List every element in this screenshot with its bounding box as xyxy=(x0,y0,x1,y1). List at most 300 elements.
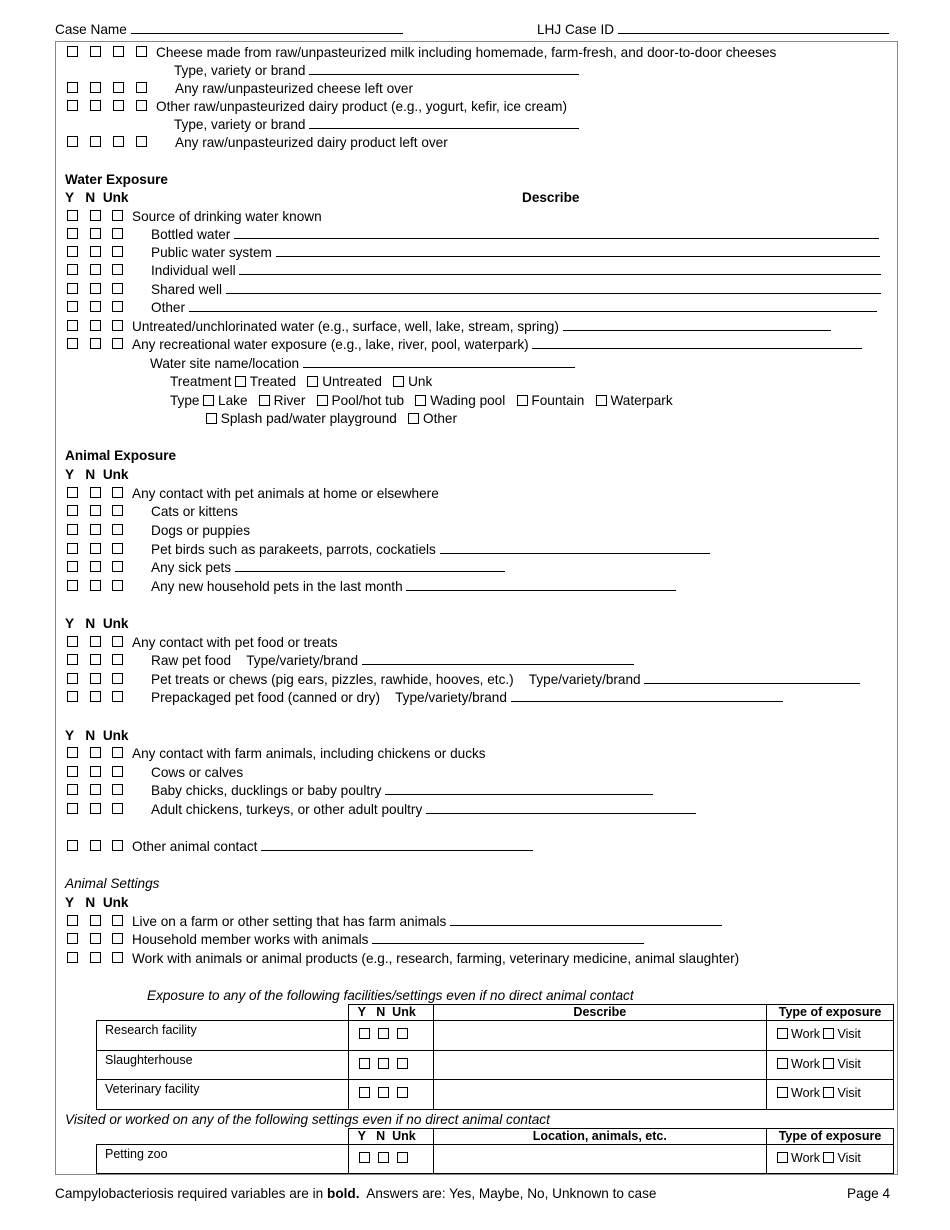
checkbox-y[interactable] xyxy=(67,840,78,851)
checkbox-unk[interactable] xyxy=(112,264,123,275)
checkbox-y[interactable] xyxy=(67,784,78,795)
ynu-header xyxy=(65,615,129,633)
lake-checkbox[interactable] xyxy=(203,395,214,406)
col-n: N xyxy=(85,895,96,910)
ynu-checkboxes[interactable] xyxy=(67,838,123,853)
shared-well-row xyxy=(151,281,881,299)
river-label: River xyxy=(273,393,306,408)
type-brand-row xyxy=(174,116,579,134)
checkbox-n[interactable] xyxy=(378,1058,389,1069)
household-row xyxy=(132,931,644,949)
live-farm-label: Live on a farm or other setting that has farm animals xyxy=(132,914,447,929)
checkbox[interactable] xyxy=(136,46,147,57)
checkbox-unk[interactable] xyxy=(112,915,123,926)
ynu-cell[interactable] xyxy=(348,1051,433,1080)
checkbox-unk[interactable] xyxy=(397,1058,408,1069)
ynu-checkboxes[interactable] xyxy=(67,931,123,946)
case-name-field[interactable] xyxy=(131,21,403,34)
checkbox-unk[interactable] xyxy=(112,210,123,221)
checkbox-unk[interactable] xyxy=(112,338,123,349)
raw-pet-food-field[interactable] xyxy=(362,652,634,665)
ynu-checkboxes[interactable] xyxy=(67,226,123,241)
visit-checkbox[interactable] xyxy=(823,1152,834,1163)
pet-food-label: Any contact with pet food or treats xyxy=(132,635,338,650)
lhj-case-id-label: LHJ Case ID xyxy=(537,22,615,37)
col-n: N xyxy=(85,467,96,482)
visit-label: Visit xyxy=(837,1151,861,1165)
checkbox-y[interactable] xyxy=(67,691,78,702)
checkbox-unk[interactable] xyxy=(112,654,123,665)
checkbox-y[interactable] xyxy=(67,654,78,665)
treated-checkbox[interactable] xyxy=(235,376,246,387)
individual-well-row xyxy=(151,262,881,280)
new-pets-field[interactable] xyxy=(406,578,676,591)
type-brand-field[interactable] xyxy=(309,116,579,129)
household-field[interactable] xyxy=(372,931,644,944)
checkbox[interactable] xyxy=(136,136,147,147)
checkbox-y[interactable] xyxy=(67,803,78,814)
location-column-header: Location, animals, etc. xyxy=(433,1129,766,1145)
checkbox-n[interactable] xyxy=(90,283,101,294)
checkbox-n[interactable] xyxy=(90,636,101,647)
fountain-label: Fountain xyxy=(531,393,585,408)
checkbox-unk[interactable] xyxy=(112,301,123,312)
ynu-checkboxes[interactable] xyxy=(67,299,123,314)
checkbox-y[interactable] xyxy=(67,636,78,647)
other-animal-field[interactable] xyxy=(261,838,533,851)
checkbox-group[interactable] xyxy=(67,44,147,59)
adult-poultry-label: Adult chickens, turkeys, or other adult poultry xyxy=(151,802,423,817)
shared-well-field[interactable] xyxy=(226,281,881,294)
ynu-checkboxes[interactable] xyxy=(67,559,123,574)
case-name-label: Case Name xyxy=(55,22,127,37)
checkbox-n[interactable] xyxy=(90,766,101,777)
checkbox-y[interactable] xyxy=(67,487,78,498)
checkbox-n[interactable] xyxy=(90,246,101,257)
checkbox-n[interactable] xyxy=(90,487,101,498)
checkbox-n[interactable] xyxy=(378,1028,389,1039)
location-cell[interactable] xyxy=(433,1145,766,1174)
ynu-checkboxes[interactable] xyxy=(67,578,123,593)
work-label: Work xyxy=(791,1057,820,1071)
ynu-checkboxes[interactable] xyxy=(67,801,123,816)
checkbox[interactable] xyxy=(67,100,78,111)
treats-row xyxy=(151,671,860,689)
visit-checkbox[interactable] xyxy=(823,1087,834,1098)
ynu-header xyxy=(65,189,129,207)
describe-cell[interactable] xyxy=(433,1051,766,1080)
checkbox-group[interactable] xyxy=(67,98,147,113)
checkbox-unk[interactable] xyxy=(397,1152,408,1163)
checkbox-unk[interactable] xyxy=(112,487,123,498)
col-y: Y xyxy=(65,467,75,482)
checkbox-y[interactable] xyxy=(67,283,78,294)
visit-label: Visit xyxy=(837,1086,861,1100)
table-row xyxy=(97,1021,894,1051)
type-brand-label: Type/variety/brand xyxy=(528,672,641,687)
animal-section-title: Animal Exposure xyxy=(65,448,177,463)
pet-contact-label: Any contact with pet animals at home or elsewhere xyxy=(132,486,439,501)
checkbox-y[interactable] xyxy=(67,543,78,554)
checkbox-unk[interactable] xyxy=(112,803,123,814)
new-pets-label: Any new household pets in the last month xyxy=(151,579,403,594)
individual-well-label: Individual well xyxy=(151,263,236,278)
describe-column-header: Describe xyxy=(433,1005,766,1021)
ynu-checkboxes[interactable] xyxy=(67,950,123,965)
checkbox-unk[interactable] xyxy=(397,1028,408,1039)
type-other-label: Other xyxy=(423,411,457,426)
checkbox-unk[interactable] xyxy=(112,673,123,684)
checkbox-n[interactable] xyxy=(90,301,101,312)
dairy-left-over-label: Any raw/unpasteurized dairy product left over xyxy=(175,135,448,150)
checkbox-n[interactable] xyxy=(90,561,101,572)
checkbox-unk[interactable] xyxy=(112,636,123,647)
work-checkbox[interactable] xyxy=(777,1087,788,1098)
col-unk: Unk xyxy=(102,728,129,743)
blank-header-cell xyxy=(97,1129,349,1145)
checkbox-n[interactable] xyxy=(90,338,101,349)
water-section-title: Water Exposure xyxy=(65,172,168,187)
unk-treatment-checkbox[interactable] xyxy=(393,376,404,387)
checkbox-unk[interactable] xyxy=(112,580,123,591)
checkbox-y[interactable] xyxy=(67,338,78,349)
work-checkbox[interactable] xyxy=(777,1028,788,1039)
col-y: Y xyxy=(65,616,75,631)
prepack-field[interactable] xyxy=(511,689,783,702)
type-brand-label: Type/variety/brand xyxy=(395,690,507,705)
ynu-column-header: Y N Unk xyxy=(348,1005,433,1021)
checkbox-n[interactable] xyxy=(90,210,101,221)
checkbox[interactable] xyxy=(67,46,78,57)
untreated-row xyxy=(132,318,831,336)
recreational-row xyxy=(132,336,862,354)
checkbox[interactable] xyxy=(90,100,101,111)
other-animal-row xyxy=(132,838,533,856)
table-row xyxy=(97,1080,894,1110)
col-n: N xyxy=(85,616,96,631)
farm-contact-label: Any contact with farm animals, including chickens or ducks xyxy=(132,746,486,761)
type-brand-label: Type, variety or brand xyxy=(174,117,306,132)
water-type-label: Type xyxy=(170,393,200,408)
checkbox-n[interactable] xyxy=(90,264,101,275)
col-unk: Unk xyxy=(102,467,129,482)
work-checkbox[interactable] xyxy=(777,1058,788,1069)
checkbox-unk[interactable] xyxy=(397,1087,408,1098)
type-cell xyxy=(767,1021,894,1051)
public-field[interactable] xyxy=(276,244,880,257)
cats-label: Cats or kittens xyxy=(151,504,238,519)
ynu-checkboxes[interactable] xyxy=(67,634,123,649)
other-animal-label: Other animal contact xyxy=(132,839,258,854)
checkbox-n[interactable] xyxy=(90,673,101,684)
river-checkbox[interactable] xyxy=(259,395,270,406)
checkbox[interactable] xyxy=(113,46,124,57)
ynu-cell[interactable] xyxy=(348,1145,433,1174)
checkbox[interactable] xyxy=(113,100,124,111)
checkbox-y[interactable] xyxy=(67,766,78,777)
checkbox-n[interactable] xyxy=(90,952,101,963)
checkbox-y[interactable] xyxy=(67,915,78,926)
checkbox-n[interactable] xyxy=(90,691,101,702)
describe-cell[interactable] xyxy=(433,1080,766,1110)
checkbox-unk[interactable] xyxy=(112,747,123,758)
checkbox-y[interactable] xyxy=(67,747,78,758)
ynu-cell[interactable] xyxy=(348,1021,433,1051)
pool-checkbox[interactable] xyxy=(317,395,328,406)
checkbox-y[interactable] xyxy=(67,580,78,591)
untreated-option-label: Untreated xyxy=(322,374,382,389)
public-label: Public water system xyxy=(151,245,272,260)
fountain-checkbox[interactable] xyxy=(517,395,528,406)
ynu-checkboxes[interactable] xyxy=(67,671,123,686)
checkbox[interactable] xyxy=(113,136,124,147)
ynu-checkboxes[interactable] xyxy=(67,318,123,333)
bottled-row xyxy=(151,226,879,244)
water-source-label: Source of drinking water known xyxy=(132,209,322,224)
visit-checkbox[interactable] xyxy=(823,1058,834,1069)
ynu-checkboxes[interactable] xyxy=(67,244,123,259)
checkbox[interactable] xyxy=(90,136,101,147)
cheese-label: Cheese made from raw/unpasteurized milk including homemade, farm-fresh, and door-to-door cheeses xyxy=(156,45,777,60)
describe-cell[interactable] xyxy=(433,1021,766,1051)
wading-pool-label: Wading pool xyxy=(430,393,506,408)
type-cell xyxy=(767,1051,894,1080)
table-row xyxy=(97,1051,894,1080)
birds-row xyxy=(151,541,710,559)
unk-treatment-label: Unk xyxy=(408,374,433,389)
untreated-field[interactable] xyxy=(563,318,831,331)
checkbox-n[interactable] xyxy=(90,543,101,554)
col-n: N xyxy=(85,190,96,205)
visit-checkbox[interactable] xyxy=(823,1028,834,1039)
checkbox-y[interactable] xyxy=(67,301,78,312)
untreated-label: Untreated/unchlorinated water (e.g., surface, well, lake, stream, spring) xyxy=(132,319,559,334)
live-farm-field[interactable] xyxy=(450,913,722,926)
checkbox-unk[interactable] xyxy=(112,246,123,257)
treatment-label: Treatment xyxy=(170,374,232,389)
ynu-checkboxes[interactable] xyxy=(67,541,123,556)
visit-label: Visit xyxy=(837,1057,861,1071)
checkbox-n[interactable] xyxy=(90,580,101,591)
checkbox-unk[interactable] xyxy=(112,320,123,331)
type-cell xyxy=(767,1145,894,1174)
checkbox-n[interactable] xyxy=(90,505,101,516)
checkbox[interactable] xyxy=(90,46,101,57)
other-water-label: Other xyxy=(151,300,185,315)
cows-label: Cows or calves xyxy=(151,765,244,780)
adult-poultry-field[interactable] xyxy=(426,801,696,814)
type-column-header: Type of exposure xyxy=(767,1005,894,1021)
treatment-row xyxy=(170,373,432,391)
checkbox-unk[interactable] xyxy=(112,505,123,516)
checkbox-unk[interactable] xyxy=(112,840,123,851)
checkbox[interactable] xyxy=(113,82,124,93)
checkbox-n[interactable] xyxy=(90,320,101,331)
checkbox-unk[interactable] xyxy=(112,524,123,535)
ynu-checkboxes[interactable] xyxy=(67,281,123,296)
ynu-checkboxes[interactable] xyxy=(67,262,123,277)
checkbox-unk[interactable] xyxy=(112,933,123,944)
checkbox[interactable] xyxy=(136,82,147,93)
describe-header: Describe xyxy=(522,190,580,205)
checkbox-y[interactable] xyxy=(67,952,78,963)
checkbox-unk[interactable] xyxy=(112,691,123,702)
col-y: Y xyxy=(65,190,75,205)
case-name-row xyxy=(55,21,403,39)
work-label: Work xyxy=(791,1086,820,1100)
ynu-column-header: Y N Unk xyxy=(348,1129,433,1145)
treats-label: Pet treats or chews xyxy=(151,672,268,687)
dogs-label: Dogs or puppies xyxy=(151,523,250,538)
checkbox-y[interactable] xyxy=(359,1058,370,1069)
shared-well-label: Shared well xyxy=(151,282,223,297)
splash-pad-checkbox[interactable] xyxy=(206,413,217,424)
col-y: Y xyxy=(65,728,75,743)
work-checkbox[interactable] xyxy=(777,1152,788,1163)
checkbox-unk[interactable] xyxy=(112,952,123,963)
checkbox-y[interactable] xyxy=(67,505,78,516)
checkbox-y[interactable] xyxy=(67,320,78,331)
checkbox-unk[interactable] xyxy=(112,283,123,294)
type-column-header: Type of exposure xyxy=(767,1129,894,1145)
checkbox-n[interactable] xyxy=(90,915,101,926)
checkbox-unk[interactable] xyxy=(112,766,123,777)
ynu-checkboxes[interactable] xyxy=(67,764,123,779)
checkbox[interactable] xyxy=(90,82,101,93)
waterpark-checkbox[interactable] xyxy=(596,395,607,406)
facility-name: Slaughterhouse xyxy=(97,1051,349,1080)
type-brand-label: Type, variety or brand xyxy=(174,63,306,78)
lake-label: Lake xyxy=(218,393,248,408)
checkbox-y[interactable] xyxy=(67,264,78,275)
sick-pets-row xyxy=(151,559,505,577)
footer-note xyxy=(55,1185,656,1203)
checkbox[interactable] xyxy=(136,100,147,111)
live-farm-row xyxy=(132,913,722,931)
chicks-row xyxy=(151,782,653,800)
untreated-checkbox[interactable] xyxy=(307,376,318,387)
new-pets-row xyxy=(151,578,676,596)
checkbox-unk[interactable] xyxy=(112,561,123,572)
footer-bold-word: bold. xyxy=(327,1186,360,1201)
checkbox-n[interactable] xyxy=(378,1087,389,1098)
ynu-checkboxes[interactable] xyxy=(67,208,123,223)
ynu-checkboxes[interactable] xyxy=(67,522,123,537)
ynu-checkboxes[interactable] xyxy=(67,485,123,500)
col-unk: Unk xyxy=(102,190,129,205)
ynu-header xyxy=(65,894,129,912)
ynu-checkboxes[interactable] xyxy=(67,782,123,797)
checkbox[interactable] xyxy=(67,82,78,93)
checkbox-n[interactable] xyxy=(90,803,101,814)
checkbox-n[interactable] xyxy=(378,1152,389,1163)
checkbox-y[interactable] xyxy=(67,246,78,257)
ynu-checkboxes[interactable] xyxy=(67,913,123,928)
prepack-label: Prepackaged pet food (canned or dry) xyxy=(151,690,380,705)
recreational-label: Any recreational water exposure (e.g., lake, river, pool, waterpark) xyxy=(132,337,529,352)
checkbox-n[interactable] xyxy=(90,933,101,944)
other-water-field[interactable] xyxy=(189,299,877,312)
wading-pool-checkbox[interactable] xyxy=(415,395,426,406)
work-animals-label: Work with animals or animal products (e.g., research, farming, veterinary medicine, animal slaughter) xyxy=(132,951,740,966)
checkbox-group[interactable] xyxy=(67,134,147,149)
waterpark-label: Waterpark xyxy=(610,393,673,408)
household-label: Household member works with animals xyxy=(132,932,369,947)
checkbox-n[interactable] xyxy=(90,784,101,795)
checkbox-n[interactable] xyxy=(90,228,101,239)
checkbox-unk[interactable] xyxy=(112,784,123,795)
checkbox-n[interactable] xyxy=(90,747,101,758)
treats-field[interactable] xyxy=(644,671,860,684)
ynu-checkboxes[interactable] xyxy=(67,336,123,351)
site-name-row xyxy=(150,355,575,373)
sick-pets-label: Any sick pets xyxy=(151,560,232,575)
checkbox-y[interactable] xyxy=(67,561,78,572)
settings-table xyxy=(96,1128,894,1174)
splash-pad-label: Splash pad/water playground xyxy=(220,411,397,426)
type-other-checkbox[interactable] xyxy=(408,413,419,424)
ynu-header xyxy=(65,727,129,745)
checkbox-unk[interactable] xyxy=(112,543,123,554)
col-y: Y xyxy=(65,895,75,910)
checkbox-y[interactable] xyxy=(67,933,78,944)
water-type-row-2 xyxy=(206,410,457,428)
sick-pets-field[interactable] xyxy=(235,559,505,572)
ynu-checkboxes[interactable] xyxy=(67,652,123,667)
individual-well-field[interactable] xyxy=(239,262,881,275)
birds-field[interactable] xyxy=(440,541,710,554)
raw-pet-food-row xyxy=(151,652,634,670)
prepack-row xyxy=(151,689,783,707)
raw-pet-food-label: Raw pet food xyxy=(151,653,232,668)
checkbox-n[interactable] xyxy=(90,654,101,665)
type-brand-row xyxy=(174,62,579,80)
ynu-checkboxes[interactable] xyxy=(67,689,123,704)
site-name-field[interactable] xyxy=(303,355,575,368)
checkbox-y[interactable] xyxy=(67,524,78,535)
checkbox-unk[interactable] xyxy=(112,228,123,239)
checkbox-n[interactable] xyxy=(90,840,101,851)
checkbox-group[interactable] xyxy=(67,80,147,95)
type-brand-field[interactable] xyxy=(309,62,579,75)
footer-required-text: Campylobacteriosis required variables are in xyxy=(55,1186,324,1201)
type-brand-label: Type/variety/brand xyxy=(246,653,359,668)
chicks-field[interactable] xyxy=(385,782,653,795)
checkbox-y[interactable] xyxy=(67,673,78,684)
checkbox[interactable] xyxy=(67,136,78,147)
checkbox-y[interactable] xyxy=(67,228,78,239)
checkbox-y[interactable] xyxy=(359,1152,370,1163)
ynu-cell[interactable] xyxy=(348,1080,433,1110)
blank-header-cell xyxy=(97,1005,349,1021)
checkbox-y[interactable] xyxy=(67,210,78,221)
page-number: Page 4 xyxy=(847,1186,891,1201)
setting-name: Petting zoo xyxy=(97,1145,349,1174)
lhj-case-id-field[interactable] xyxy=(618,21,889,34)
site-name-label: Water site name/location xyxy=(150,356,300,371)
lhj-case-id-row xyxy=(537,21,889,39)
facility-name: Veterinary facility xyxy=(97,1080,349,1110)
pool-label: Pool/hot tub xyxy=(331,393,405,408)
work-label: Work xyxy=(791,1151,820,1165)
checkbox-n[interactable] xyxy=(90,524,101,535)
recreational-field[interactable] xyxy=(532,336,862,349)
checkbox-y[interactable] xyxy=(359,1087,370,1098)
ynu-checkboxes[interactable] xyxy=(67,503,123,518)
bottled-field[interactable] xyxy=(234,226,879,239)
checkbox-y[interactable] xyxy=(359,1028,370,1039)
ynu-checkboxes[interactable] xyxy=(67,745,123,760)
